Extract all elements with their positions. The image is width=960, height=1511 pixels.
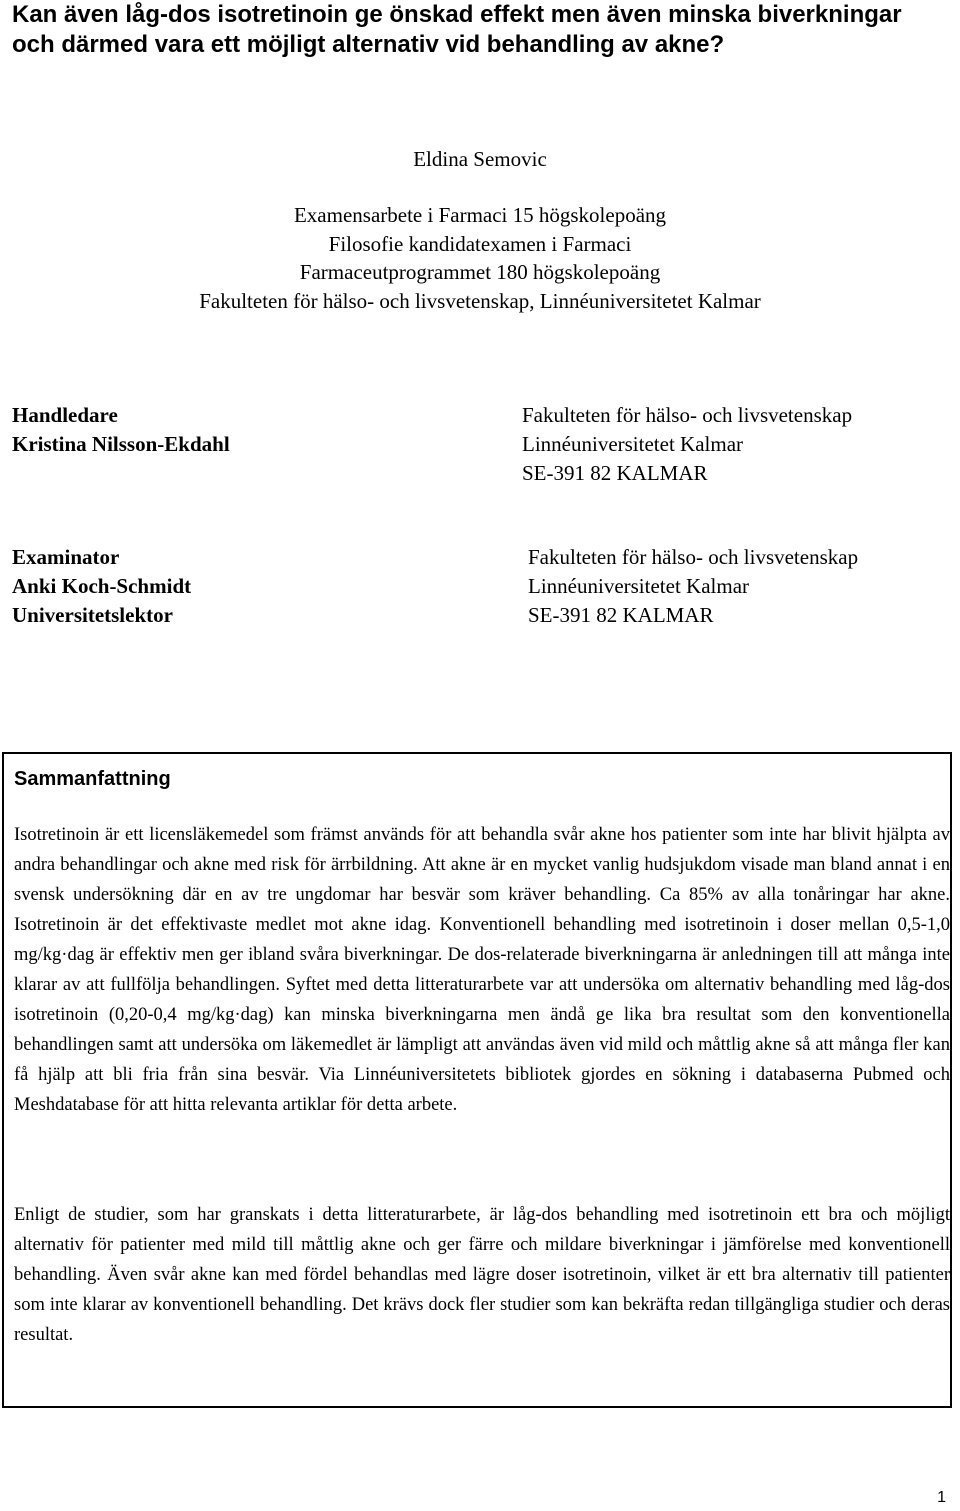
program-line: Farmaceutprogrammet 180 högskolepoäng [299, 260, 661, 284]
program-line: Filosofie kandidatexamen i Farmaci [328, 231, 632, 256]
affiliation-line: Linnéuniversitetet Kalmar [528, 574, 750, 598]
examiner-block [12, 543, 191, 630]
summary-box [2, 752, 952, 1408]
author-name: Eldina Semovic [413, 147, 547, 171]
summary-paragraph: Enligt de studier, som har granskats i detta litteraturarbete, är låg-dos behandling med isotretinoin ett bra och möjligt alternativ för patienter med mild till måttlig akne och ger färre och mildare biverkningar i jämförelse med konventionell behandling. Även svår akne kan med fördel behandlas med lägre doser isotretinoin, vilket är ett bra alternativ till patienter som inte klarar av konventionell behandling. Det krävs dock fler studier som kan bekräfta redan tillgängliga studier och deras resultat. [14, 1205, 950, 1345]
affiliation-line: Fakulteten för hälso- och livsvetenskap [528, 545, 859, 569]
affiliation-line: SE-391 82 KALMAR [528, 603, 714, 627]
examiner-name: Anki Koch-Schmidt [12, 574, 192, 598]
program-line: Examensarbete i Farmaci 15 högskolepoäng [293, 203, 667, 227]
program-line: Fakulteten för hälso- och livsvetenskap, Linnéuniversitetet Kalmar [199, 288, 761, 313]
examiner-title: Universitetslektor [12, 603, 173, 627]
affiliation-line: Linnéuniversitetet Kalmar [522, 432, 744, 456]
affiliation-line: SE-391 82 KALMAR [522, 461, 708, 485]
supervisor-name: Kristina Nilsson-Ekdahl [12, 432, 230, 456]
author-block [0, 145, 960, 174]
supervisor-block [12, 401, 230, 459]
summary-paragraph: Isotretinoin är ett licensläkemedel som främst används för att behandla svår akne hos patienter som inte har blivit hjälpta av andra behandlingar och akne med risk för ärrbildning. Att akne är en mycket vanlig hudsjukdom visade man bland annat i en svensk undersökning där en av tre ungdomar har besvär som kräver behandling. Ca 85% av alla tonåringar har akne. Isotretinoin är det effektivaste medlet mot akne idag. Konventionell behandling med isotretinoin i doser mellan 0,5-1,0 mg/kg·dag är effektiv men ger ibland svåra biverkningar. De dos-relaterade biverkningarna är anledningen till att många inte klarar av att fullfölja behandlingen. Syftet med detta litteraturarbete var att undersöka om alternativ behandling med låg-dos isotretinoin (0,20-0,4 mg/kg·dag) kan minska biverkningarna men ändå ge lika bra resultat som den konventionella behandlingen samt att undersöka om läkemedlet är lämpligt att användas även vid mild och måttlig akne så att många fler kan få hjälp att bli fria från sina besvär. Via Linnéuniversitetets bibliotek gjordes en sökning i databaserna Pubmed och Meshdatabase för att hitta relevanta artiklar för detta arbete. [14, 825, 950, 1115]
supervisor-affiliation [522, 401, 852, 488]
examiner-affiliation [528, 543, 858, 630]
supervisor-role: Handledare [12, 403, 118, 427]
examiner-role: Examinator [12, 545, 120, 569]
summary-heading: Sammanfattning [14, 768, 171, 790]
program-block [0, 201, 960, 315]
page-number: 1 [937, 1489, 946, 1506]
affiliation-line: Fakulteten för hälso- och livsvetenskap [522, 403, 853, 427]
document-title: Kan även låg-dos isotretinoin ge önskad effekt men även minska biverkningar och därmed vara ett möjligt alternativ vid behandling av akne? [12, 1, 902, 58]
